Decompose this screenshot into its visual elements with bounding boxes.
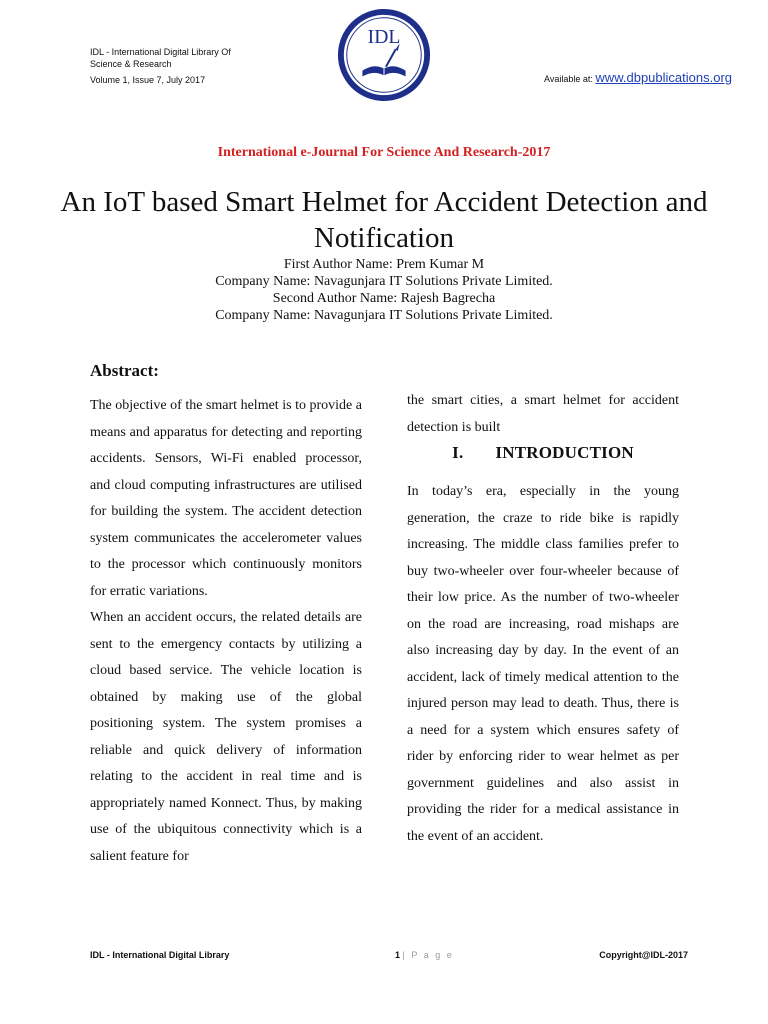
- first-author: First Author Name: Prem Kumar M: [283, 257, 485, 272]
- page-number-value: 1: [395, 950, 401, 960]
- available-label: Available at:: [544, 74, 593, 84]
- page-label: | P a g e: [402, 950, 454, 960]
- right-column: [407, 388, 679, 850]
- publication-url-link[interactable]: www.dbpublications.org: [595, 70, 732, 85]
- abstract-heading: Abstract:: [90, 361, 159, 380]
- page-footer: [90, 950, 688, 964]
- second-author-company: Company Name: Navagunjara IT Solutions Private Limited.: [215, 308, 553, 323]
- library-name-line2: Science & Research: [90, 59, 172, 69]
- second-author: Second Author Name: Rajesh Bagrecha: [272, 291, 496, 306]
- paper-title: An IoT based Smart Helmet for Accident Detection and Notification: [60, 186, 708, 254]
- footer-copyright: Copyright@IDL-2017: [599, 950, 688, 960]
- author-block: [0, 256, 768, 324]
- library-name-line1: IDL - International Digital Library Of: [90, 47, 231, 57]
- introduction-heading: [407, 443, 679, 463]
- first-author-company: Company Name: Navagunjara IT Solutions Private Limited.: [215, 274, 553, 289]
- introduction-paragraph: In today’s era, especially in the young generation, the craze to ride bike is rapidly increasing. The middle class families prefer to buy two-wheeler over four-wheeler because of their low price. As the number of two-wheeler on the road are increasing, road mishaps are also increasing day by day. In the event of an accident, lack of timely medical attention to the injured person may lead to death. Thus, there is a need for a system which ensures safety of rider by enforcing rider to wear helmet as per government guidelines and also assist in providing the rider for a medical assistance in the event of an accident.: [407, 484, 679, 844]
- footer-library: IDL - International Digital Library: [90, 950, 230, 960]
- page-number: [395, 950, 454, 960]
- availability: [544, 70, 732, 85]
- journal-title: International e-Journal For Science And Research-2017: [217, 145, 551, 160]
- abstract-continuation: the smart cities, a smart helmet for accident detection is built: [407, 393, 679, 435]
- volume-issue: Volume 1, Issue 7, July 2017: [90, 75, 206, 85]
- journal-header-left: [90, 46, 290, 86]
- left-column: [90, 361, 362, 870]
- logo-text: IDL: [367, 27, 401, 49]
- idl-logo: [335, 6, 433, 104]
- section-number: I.: [452, 443, 464, 462]
- abstract-paragraph-1: The objective of the smart helmet is to provide a means and apparatus for detecting and reporting accidents. Sensors, Wi-Fi enabled processor, and cloud computing infrastructures are utilised for building the system. The accident detection system communicates the accelerometer values to the processor which continuously monitors for erratic variations.: [90, 398, 362, 599]
- section-title: INTRODUCTION: [495, 443, 634, 462]
- abstract-paragraph-2: When an accident occurs, the related details are sent to the emergency contacts by utilizing a cloud based service. The vehicle location is obtained by making use of the global positioning system. The system promises a reliable and quick delivery of information relating to the accident in real time and is appropriately named Konnect. Thus, by making use of the ubiquitous connectivity which is a salient feature for: [90, 610, 362, 864]
